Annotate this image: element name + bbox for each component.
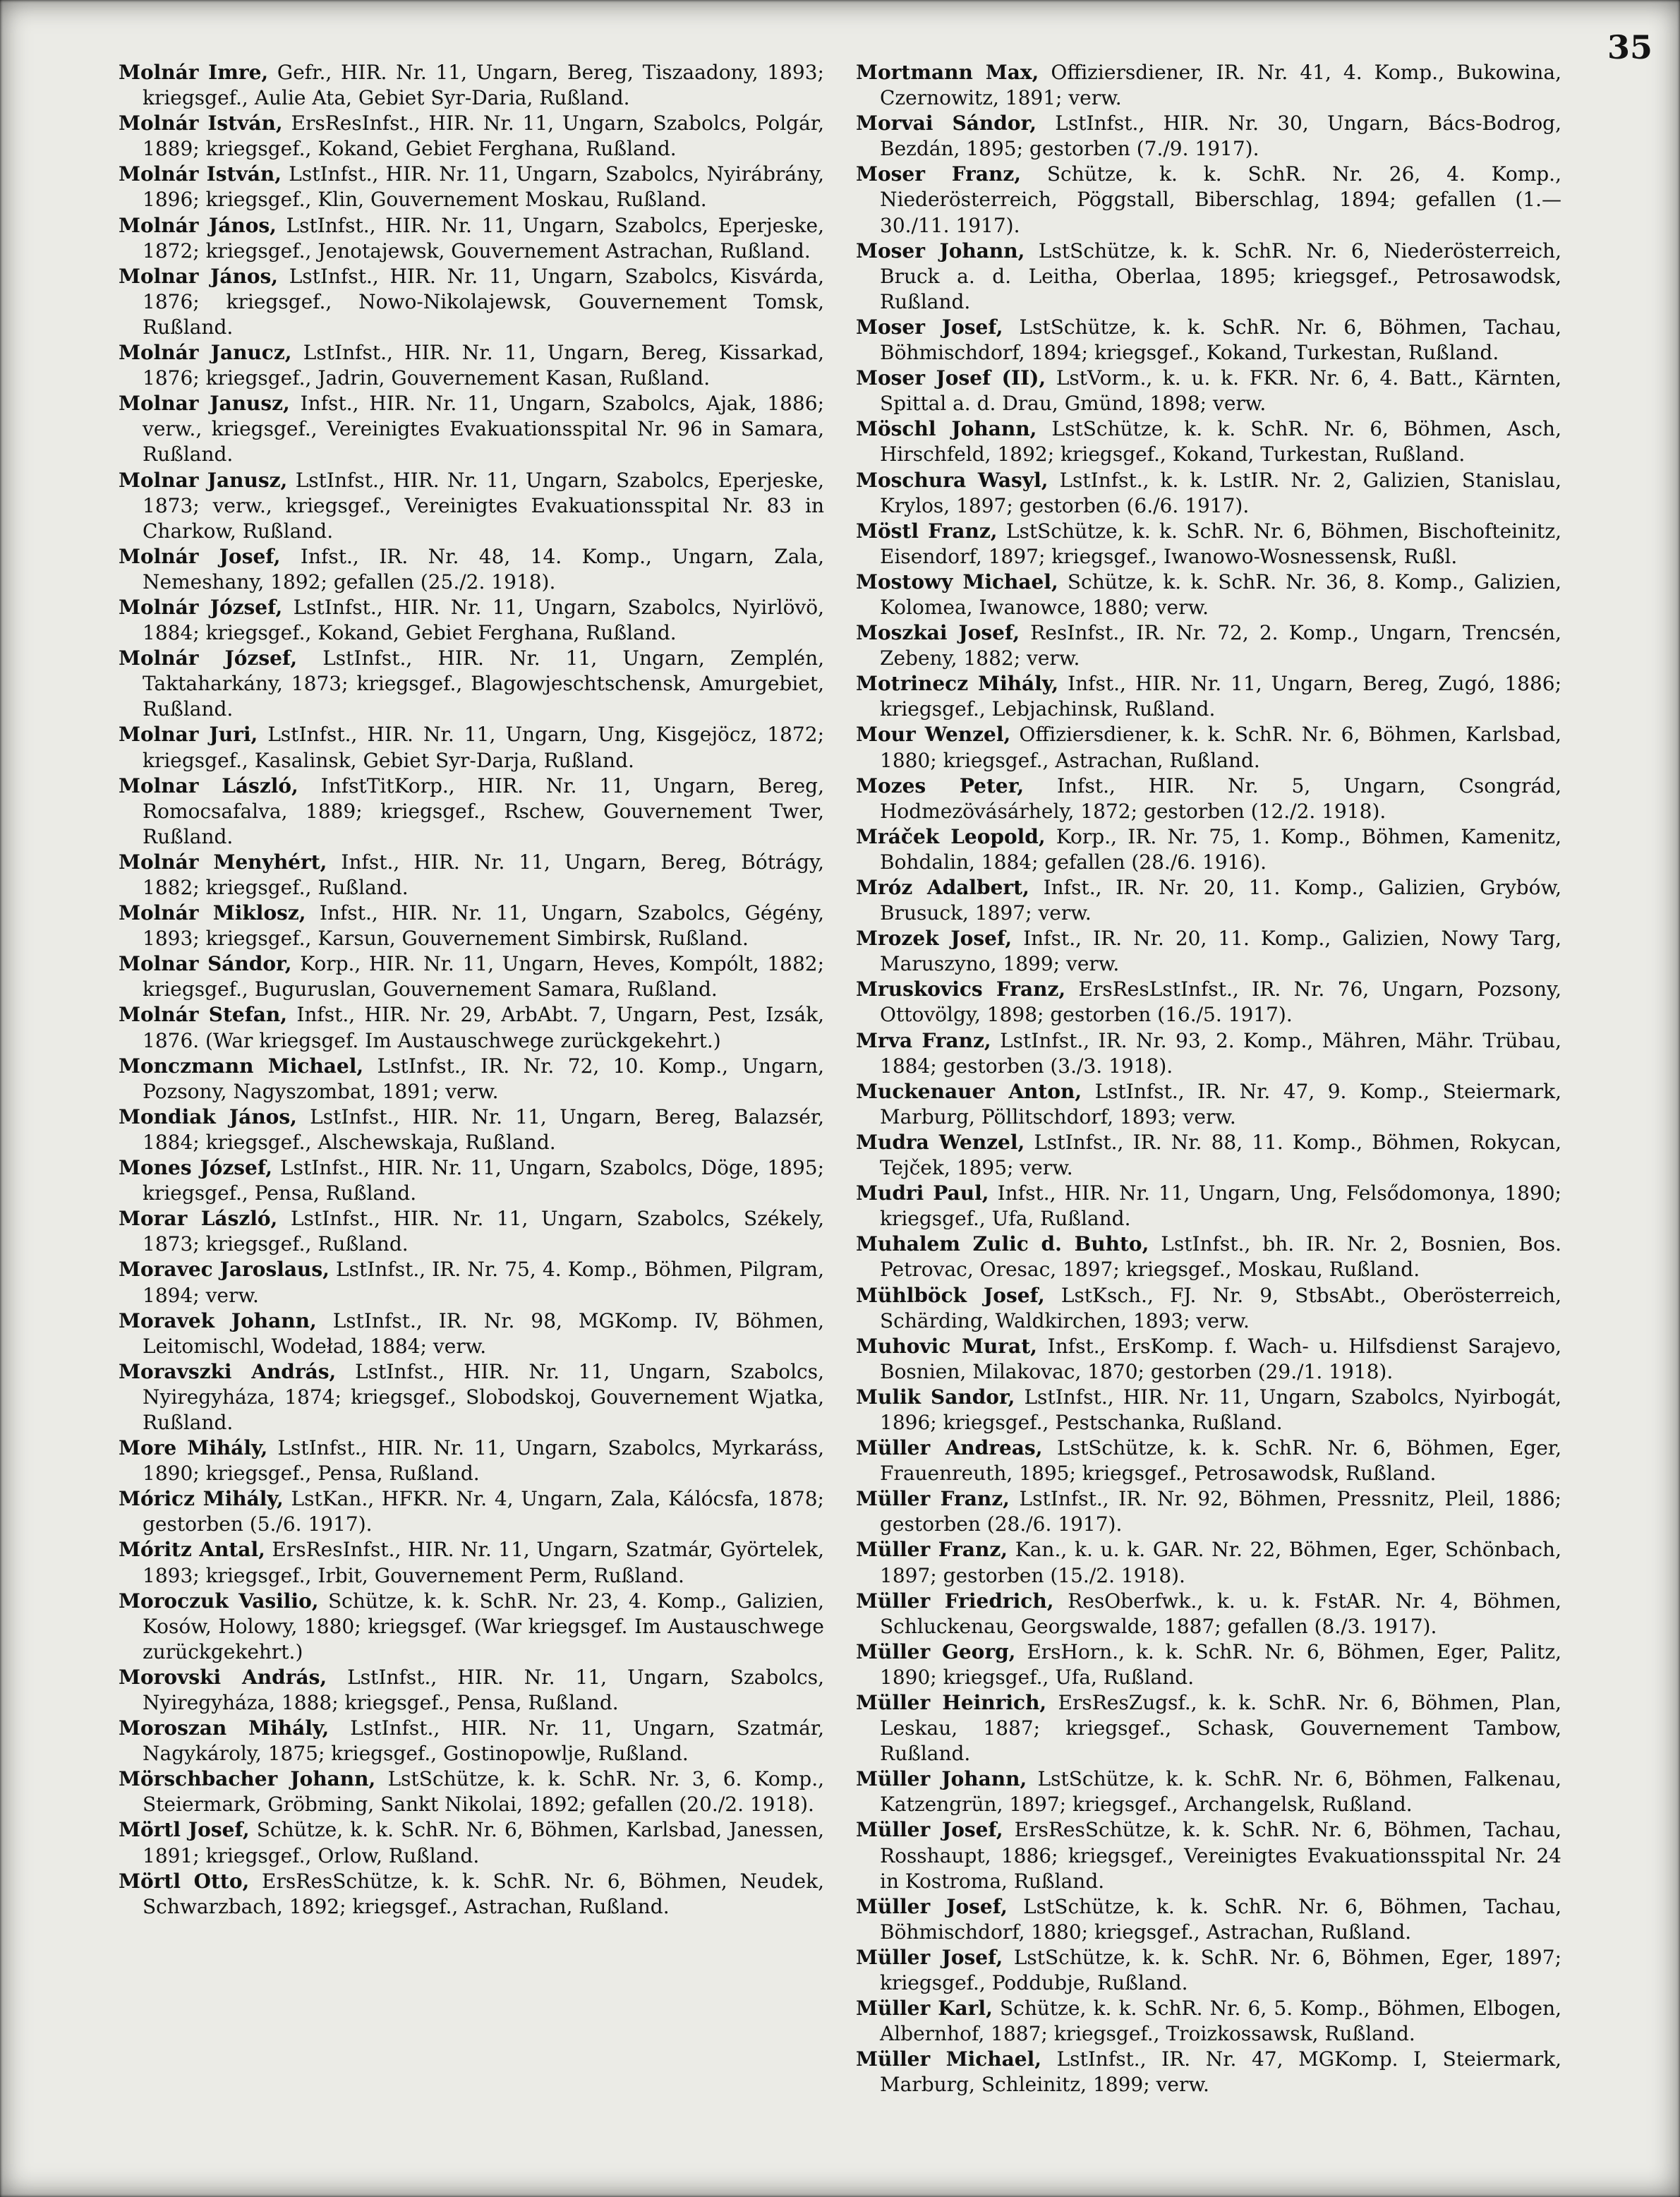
list-entry xyxy=(856,111,1561,162)
list-entry xyxy=(119,774,824,850)
entry-name: Mudri Paul, xyxy=(856,1181,989,1205)
list-entry xyxy=(119,1869,824,1920)
entry-name: Möschl Johann, xyxy=(856,417,1037,441)
list-entry xyxy=(119,60,824,111)
entry-details: LstInfst., HIR. Nr. 11, Ungarn, Szabolcs, Nyirbogát, 1896; kriegsgef., Pestschanka, Rußland. xyxy=(880,1385,1561,1434)
entry-details: LstSchütze, k. k. SchR. Nr. 6, Böhmen, Eger, 1897; kriegsgef., Poddubje, Rußland. xyxy=(880,1945,1561,1995)
entry-name: Morovski András, xyxy=(119,1665,327,1689)
entry-details: Korp., HIR. Nr. 11, Ungarn, Heves, Kompólt, 1882; kriegsgef., Buguruslan, Gouvernement Samara, Rußland. xyxy=(143,952,825,1001)
list-entry xyxy=(119,1435,824,1486)
entry-details: Schütze, k. k. SchR. Nr. 36, 8. Komp., Galizien, Kolomea, Iwanowce, 1880; verw. xyxy=(880,570,1561,619)
entry-details: Infst., IR. Nr. 20, 11. Komp., Galizien, Grybów, Brusuck, 1897; verw. xyxy=(880,876,1561,925)
entry-name: Mulik Sandor, xyxy=(856,1385,1015,1409)
entry-details: LstInfst., HIR. Nr. 11, Ungarn, Szabolcs, Nyiregyháza, 1888; kriegsgef., Pensa, Rußland. xyxy=(143,1665,825,1714)
entry-details: LstInfst., HIR. Nr. 11, Ungarn, Ung, Kisgejöcz, 1872; kriegsgef., Kasalinsk, Gebiet Syr-Darja, Rußland. xyxy=(143,723,824,772)
list-entry xyxy=(856,1690,1561,1766)
list-entry xyxy=(119,1589,824,1665)
list-entry xyxy=(856,1079,1561,1130)
entry-details: LstSchütze, k. k. SchR. Nr. 6, Böhmen, Falkenau, Katzengrün, 1897; kriegsgef., Archangelsk, Rußland. xyxy=(880,1767,1562,1817)
list-entry xyxy=(119,264,824,340)
list-entry xyxy=(856,1996,1561,2047)
entry-details: InfstTitKorp., HIR. Nr. 11, Ungarn, Bereg, Romocsafalva, 1889; kriegsgef., Rschew, Gouvernement Twer, Rußland. xyxy=(143,774,824,848)
list-entry xyxy=(119,1665,824,1716)
entry-name: Moravek Johann, xyxy=(119,1308,317,1332)
entry-name: Müller Franz, xyxy=(856,1487,1010,1511)
entry-name: Móricz Mihály, xyxy=(119,1487,284,1511)
entry-details: Infst., HIR. Nr. 11, Ungarn, Szabolcs, Ajak, 1886; verw., kriegsgef., Vereinigtes Evakuationsspital Nr. 96 in Samara, Rußland. xyxy=(143,392,824,467)
entry-details: LstSchütze, k. k. SchR. Nr. 6, Böhmen, Tachau, Böhmischdorf, 1894; kriegsgef., Kokand, Turkestan, Rußland. xyxy=(880,315,1561,365)
entry-name: Mörtl Josef, xyxy=(119,1818,250,1842)
list-entry xyxy=(119,1817,824,1868)
list-entry xyxy=(856,570,1561,620)
entry-details: LstInfst., IR. Nr. 72, 10. Komp., Ungarn, Pozsony, Nagyszombat, 1891; verw. xyxy=(143,1054,825,1103)
list-entry xyxy=(119,391,824,467)
list-entry xyxy=(856,416,1561,467)
list-entry xyxy=(856,1232,1561,1282)
list-entry xyxy=(856,519,1561,570)
list-entry xyxy=(119,595,824,646)
entry-details: Infst., HIR. Nr. 5, Ungarn, Csongrád, Hodmezövásárhely, 1872; gestorben (12./2. 1918). xyxy=(880,774,1561,823)
list-entry xyxy=(856,1028,1561,1079)
list-entry xyxy=(856,774,1561,824)
list-entry xyxy=(119,1155,824,1206)
list-entry xyxy=(856,1181,1561,1232)
entry-name: Molnár József, xyxy=(119,595,283,619)
entry-name: Müller Georg, xyxy=(856,1639,1016,1663)
entry-details: Infst., HIR. Nr. 29, ArbAbt. 7, Ungarn, Pest, Izsák, 1876. (War kriegsgef. Im Austauschwege zurückgekehrt.) xyxy=(143,1003,824,1052)
list-entry xyxy=(119,951,824,1002)
entry-name: Mondiak János, xyxy=(119,1104,297,1128)
entry-details: ErsResInfst., HIR. Nr. 11, Ungarn, Szabolcs, Polgár, 1889; kriegsgef., Kokand, Gebiet Ferghana, Rußland. xyxy=(143,112,824,161)
entry-name: Mones József, xyxy=(119,1156,273,1180)
entry-details: Kan., k. u. k. GAR. Nr. 22, Böhmen, Eger, Schönbach, 1897; gestorben (15./2. 1918). xyxy=(880,1538,1561,1587)
entry-details: LstSchütze, k. k. SchR. Nr. 6, Böhmen, Bischofteinitz, Eisendorf, 1897; kriegsgef., Iwanowo-Wosnessensk, Rußl. xyxy=(880,519,1561,568)
list-entry xyxy=(119,1308,824,1359)
entry-name: Mrva Franz, xyxy=(856,1028,991,1052)
entry-name: Molnár Janucz, xyxy=(119,341,292,365)
entry-details: Schütze, k. k. SchR. Nr. 26, 4. Komp., Niederösterreich, Pöggstall, Biberschlag, 1894; gefallen (1.—30./11. 1917). xyxy=(880,162,1561,237)
entry-details: LstInfst., k. k. LstIR. Nr. 2, Galizien, Stanislau, Krylos, 1897; gestorben (6./6. 1917). xyxy=(880,468,1561,517)
list-entry xyxy=(856,1130,1561,1181)
entry-name: Morvai Sándor, xyxy=(856,112,1037,136)
entry-name: Molnar Juri, xyxy=(119,723,258,747)
entry-name: Mruskovics Franz, xyxy=(856,977,1066,1001)
entry-name: Müller Michael, xyxy=(856,2047,1041,2071)
entry-details: LstInfst., bh. IR. Nr. 2, Bosnien, Bos. Petrovac, Oresac, 1897; kriegsgef., Moskau, Rußland. xyxy=(880,1232,1562,1282)
entry-name: Molnar János, xyxy=(119,264,279,288)
entry-name: Motrinecz Mihály, xyxy=(856,672,1059,696)
entry-details: ErsResInfst., HIR. Nr. 11, Ungarn, Szatmár, Györtelek, 1893; kriegsgef., Irbit, Gouvernement Perm, Rußland. xyxy=(143,1538,824,1587)
list-entry xyxy=(856,60,1561,111)
list-entry xyxy=(856,977,1561,1028)
list-entry xyxy=(119,722,824,773)
entry-details: ErsResSchütze, k. k. SchR. Nr. 6, Böhmen, Tachau, Rosshaupt, 1886; kriegsgef., Vereinigtes Evakuationsspital Nr. 24 in Kostroma, Rußland. xyxy=(880,1818,1561,1893)
list-entry xyxy=(856,366,1561,416)
entry-details: Schütze, k. k. SchR. Nr. 6, Böhmen, Karlsbad, Janessen, 1891; kriegsgef., Orlow, Rußland. xyxy=(143,1818,825,1867)
list-entry xyxy=(856,1435,1561,1486)
entry-details: LstInfst., IR. Nr. 75, 4. Komp., Böhmen, Pilgram, 1894; verw. xyxy=(143,1258,824,1307)
list-entry xyxy=(119,646,824,722)
entry-name: Molnár János, xyxy=(119,213,277,237)
entry-name: Molnár István, xyxy=(119,162,282,186)
entry-details: LstInfst., HIR. Nr. 11, Ungarn, Bereg, Balazsér, 1884; kriegsgef., Alschewskaja, Rußland. xyxy=(143,1104,824,1154)
list-entry xyxy=(119,1206,824,1257)
list-entry xyxy=(119,1766,824,1817)
entry-name: Molnár József, xyxy=(119,646,298,670)
list-entry xyxy=(856,1283,1561,1334)
entry-details: Infst., IR. Nr. 20, 11. Komp., Galizien, Nowy Targ, Maruszyno, 1899; verw. xyxy=(880,927,1562,976)
entry-details: LstInfst., IR. Nr. 47, MGKomp. I, Steiermark, Marburg, Schleinitz, 1899; verw. xyxy=(880,2047,1561,2097)
entry-details: ErsResSchütze, k. k. SchR. Nr. 6, Böhmen, Neudek, Schwarzbach, 1892; kriegsgef., Astrachan, Rußland. xyxy=(143,1869,824,1918)
list-entry xyxy=(856,1334,1561,1385)
entry-details: LstInfst., IR. Nr. 88, 11. Komp., Böhmen, Rokycan, Tejček, 1895; verw. xyxy=(880,1130,1561,1180)
entry-name: Monczmann Michael, xyxy=(119,1054,364,1078)
entry-name: Moravec Jaroslaus, xyxy=(119,1258,330,1282)
entry-name: Molnar Sándor, xyxy=(119,952,292,976)
entry-name: Muhovic Murat, xyxy=(856,1334,1037,1358)
page-number: 35 xyxy=(1607,28,1653,66)
entry-details: LstInfst., HIR. Nr. 11, Ungarn, Szabolcs, Eperjeske, 1873; verw., kriegsgef., Vereinigtes Evakuationsspital Nr. 83 in Charkow, Rußland. xyxy=(143,468,825,543)
list-entry xyxy=(856,824,1561,875)
entry-details: LstInfst., HIR. Nr. 11, Ungarn, Szabolcs, Nyiregyháza, 1874; kriegsgef., Slobodskoj, Gouvernement Wjatka, Rußland. xyxy=(143,1359,824,1434)
entry-details: Offiziersdiener, IR. Nr. 41, 4. Komp., Bukowina, Czernowitz, 1891; verw. xyxy=(880,61,1561,110)
entry-name: Moser Josef (II), xyxy=(856,366,1046,390)
entry-details: Infst., ErsKomp. f. Wach- u. Hilfsdienst Sarajevo, Bosnien, Milakovac, 1870; gestorben (29./1. 1918). xyxy=(880,1334,1562,1383)
entry-name: Mühlböck Josef, xyxy=(856,1283,1045,1307)
list-entry xyxy=(856,239,1561,315)
entry-details: LstInfst., HIR. Nr. 11, Ungarn, Zemplén, Taktaharkány, 1873; kriegsgef., Blagowjeschtschensk, Amurgebiet, Rußland. xyxy=(143,646,825,721)
entry-details: Schütze, k. k. SchR. Nr. 23, 4. Komp., Galizien, Kosów, Holowy, 1880; kriegsgef. (War kriegsgef. Im Austauschwege zurückgekehrt.) xyxy=(143,1589,824,1663)
entry-name: Mour Wenzel, xyxy=(856,723,1011,747)
list-entry xyxy=(856,1537,1561,1588)
entry-name: Moroszan Mihály, xyxy=(119,1716,330,1740)
entry-name: Müller Johann, xyxy=(856,1767,1027,1791)
list-entry xyxy=(119,162,824,212)
entry-details: LstInfst., HIR. Nr. 11, Ungarn, Szabolcs, Eperjeske, 1872; kriegsgef., Jenotajewsk, Gouvernement Astrachan, Rußland. xyxy=(143,213,824,263)
entry-details: ErsHorn., k. k. SchR. Nr. 6, Böhmen, Eger, Palitz, 1890; kriegsgef., Ufa, Rußland. xyxy=(880,1639,1561,1689)
list-entry xyxy=(119,1716,824,1766)
entry-name: Moroczuk Vasilio, xyxy=(119,1589,319,1613)
entry-name: Moschura Wasyl, xyxy=(856,468,1049,492)
list-entry xyxy=(856,1385,1561,1435)
entry-name: Muhalem Zulic d. Buhto, xyxy=(856,1232,1149,1256)
entry-name: Moravszki András, xyxy=(119,1359,337,1383)
entry-name: Müller Josef, xyxy=(856,1894,1008,1918)
list-entry xyxy=(119,340,824,391)
list-entry xyxy=(119,901,824,951)
list-entry xyxy=(856,926,1561,977)
entry-name: More Mihály, xyxy=(119,1436,268,1460)
list-entry xyxy=(856,1817,1561,1894)
entry-details: ErsResLstInfst., IR. Nr. 76, Ungarn, Pozsony, Ottovölgy, 1898; gestorben (16./5. 1917). xyxy=(880,977,1562,1027)
entry-details: LstInfst., IR. Nr. 93, 2. Komp., Mähren, Mähr. Trübau, 1884; gestorben (3./3. 1918). xyxy=(880,1028,1561,1078)
entry-details: Gefr., HIR. Nr. 11, Ungarn, Bereg, Tiszaadony, 1893; kriegsgef., Aulie Ata, Gebiet Syr-Daria, Rußland. xyxy=(143,61,824,110)
entry-details: Infst., HIR. Nr. 11, Ungarn, Bereg, Bótrágy, 1882; kriegsgef., Rußland. xyxy=(143,850,824,899)
list-entry xyxy=(856,1589,1561,1639)
entry-name: Mrozek Josef, xyxy=(856,927,1013,951)
list-entry xyxy=(856,315,1561,366)
entry-name: Müller Karl, xyxy=(856,1997,993,2021)
entry-name: Mozes Peter, xyxy=(856,774,1025,797)
entry-details: Offiziersdiener, k. k. SchR. Nr. 6, Böhmen, Karlsbad, 1880; kriegsgef., Astrachan, Rußland. xyxy=(880,723,1561,772)
entry-name: Müller Heinrich, xyxy=(856,1691,1047,1714)
entry-details: LstInfst., HIR. Nr. 30, Ungarn, Bács-Bodrog, Bezdán, 1895; gestorben (7./9. 1917). xyxy=(880,112,1562,161)
entry-name: Mostowy Michael, xyxy=(856,570,1058,594)
entry-details: LstKan., HFKR. Nr. 4, Ungarn, Zala, Kálócsfa, 1878; gestorben (5./6. 1917). xyxy=(143,1487,824,1536)
entry-details: LstInfst., HIR. Nr. 11, Ungarn, Szabolcs, Nyirlövö, 1884; kriegsgef., Kokand, Gebiet Ferghana, Rußland. xyxy=(143,595,825,645)
entry-name: Moser Josef, xyxy=(856,315,1003,339)
entry-details: LstInfst., HIR. Nr. 11, Ungarn, Szabolcs, Kisvárda, 1876; kriegsgef., Nowo-Nikolajewsk, Gouvernement Tomsk, Rußland. xyxy=(143,264,825,339)
entry-details: LstInfst., IR. Nr. 98, MGKomp. IV, Böhmen, Leitomischl, Wodeład, 1884; verw. xyxy=(143,1308,824,1358)
list-entry xyxy=(856,671,1561,722)
entry-name: Moser Johann, xyxy=(856,239,1025,263)
entry-details: Infst., IR. Nr. 48, 14. Komp., Ungarn, Zala, Nemeshany, 1892; gefallen (25./2. 1918). xyxy=(143,544,824,594)
entry-name: Mörtl Otto, xyxy=(119,1869,250,1893)
entry-details: LstSchütze, k. k. SchR. Nr. 6, Böhmen, Eger, Frauenreuth, 1895; kriegsgef., Petrosawodsk, Rußland. xyxy=(880,1436,1561,1486)
entry-details: Korp., IR. Nr. 75, 1. Komp., Böhmen, Kamenitz, Bohdalin, 1884; gefallen (28./6. 1916). xyxy=(880,824,1561,874)
list-entry xyxy=(119,1359,824,1435)
entry-details: LstSchütze, k. k. SchR. Nr. 6, Niederösterreich, Bruck a. d. Leitha, Oberlaa, 1895; kriegsgef., Petrosawodsk, Rußland. xyxy=(880,239,1561,313)
entry-name: Müller Josef, xyxy=(856,1818,1003,1842)
entry-details: Infst., HIR. Nr. 11, Ungarn, Ung, Felsődomonya, 1890; kriegsgef., Ufa, Rußland. xyxy=(880,1181,1561,1231)
entry-details: LstInfst., HIR. Nr. 11, Ungarn, Szabolcs, Székely, 1873; kriegsgef., Rußland. xyxy=(143,1207,824,1256)
list-entry xyxy=(119,1104,824,1155)
entry-name: Móritz Antal, xyxy=(119,1538,265,1562)
list-entry xyxy=(856,1945,1561,1996)
list-entry xyxy=(119,850,824,901)
entry-details: ErsResZugsf., k. k. SchR. Nr. 6, Böhmen, Plan, Leskau, 1887; kriegsgef., Schask, Gouvernement Tambow, Rußland. xyxy=(880,1691,1562,1766)
list-entry xyxy=(856,620,1561,671)
list-entry xyxy=(119,544,824,595)
entry-name: Molnár Imre, xyxy=(119,61,269,84)
entry-details: LstSchütze, k. k. SchR. Nr. 3, 6. Komp., Steiermark, Gröbming, Sankt Nikolai, 1892; gefallen (20./2. 1918). xyxy=(143,1767,824,1817)
entry-name: Morar László, xyxy=(119,1207,278,1231)
entry-details: LstKsch., FJ. Nr. 9, StbsAbt., Oberösterreich, Schärding, Waldkirchen, 1893; verw. xyxy=(880,1283,1561,1332)
entry-name: Möstl Franz, xyxy=(856,519,998,543)
entry-name: Muckenauer Anton, xyxy=(856,1079,1082,1103)
entry-name: Molnar Janusz, xyxy=(119,392,290,416)
entry-name: Mráček Leopold, xyxy=(856,824,1046,848)
entry-name: Molnár Miklosz, xyxy=(119,901,306,925)
list-entry xyxy=(119,468,824,544)
entry-details: ResInfst., IR. Nr. 72, 2. Komp., Ungarn, Trencsén, Zebeny, 1882; verw. xyxy=(880,621,1561,670)
entry-name: Moser Franz, xyxy=(856,162,1021,186)
entry-name: Mudra Wenzel, xyxy=(856,1130,1025,1154)
list-entry xyxy=(856,1766,1561,1817)
entry-name: Molnar Janusz, xyxy=(119,468,288,492)
entry-name: Müller Josef, xyxy=(856,1945,1003,1969)
entry-details: ResOberfwk., k. u. k. FstAR. Nr. 4, Böhmen, Schluckenau, Georgswalde, 1887; gefallen (8./3. 1917). xyxy=(880,1589,1561,1638)
list-entry xyxy=(119,213,824,264)
list-entry xyxy=(856,468,1561,519)
list-entry xyxy=(856,1486,1561,1537)
column-right xyxy=(856,60,1561,2098)
list-entry xyxy=(119,1537,824,1588)
entry-name: Moszkai Josef, xyxy=(856,621,1020,645)
entry-name: Müller Franz, xyxy=(856,1538,1008,1562)
list-entry xyxy=(856,875,1561,926)
list-entry xyxy=(856,1894,1561,1945)
list-entry xyxy=(119,1257,824,1308)
list-entry xyxy=(119,1486,824,1537)
list-entry xyxy=(856,1639,1561,1690)
entry-name: Müller Andreas, xyxy=(856,1436,1043,1460)
entry-details: LstInfst., HIR. Nr. 11, Ungarn, Szabolcs, Myrkaráss, 1890; kriegsgef., Pensa, Rußland. xyxy=(143,1436,825,1486)
entry-name: Mróz Adalbert, xyxy=(856,876,1029,899)
entry-details: LstVorm., k. u. k. FKR. Nr. 6, 4. Batt., Kärnten, Spittal a. d. Drau, Gmünd, 1898; verw. xyxy=(880,366,1561,416)
list-entry xyxy=(856,722,1561,773)
list-entry xyxy=(119,1054,824,1104)
entry-details: Infst., HIR. Nr. 11, Ungarn, Bereg, Zugó, 1886; kriegsgef., Lebjachinsk, Rußland. xyxy=(880,672,1562,721)
entry-name: Mörschbacher Johann, xyxy=(119,1767,376,1791)
list-entry xyxy=(119,111,824,162)
column-left xyxy=(119,60,824,1920)
entry-name: Molnar László, xyxy=(119,774,298,797)
entry-details: LstSchütze, k. k. SchR. Nr. 6, Böhmen, Asch, Hirschfeld, 1892; kriegsgef., Kokand, Turkestan, Rußland. xyxy=(880,417,1561,467)
entry-details: Schütze, k. k. SchR. Nr. 6, 5. Komp., Böhmen, Elbogen, Albernhof, 1887; kriegsgef., Troizkossawsk, Rußland. xyxy=(880,1997,1562,2046)
entry-details: LstInfst., HIR. Nr. 11, Ungarn, Szabolcs, Nyirábrány, 1896; kriegsgef., Klin, Gouvernement Moskau, Rußland. xyxy=(143,162,824,212)
entry-details: LstInfst., HIR. Nr. 11, Ungarn, Bereg, Kissarkad, 1876; kriegsgef., Jadrin, Gouvernement Kasan, Rußland. xyxy=(143,341,824,390)
entry-name: Molnár Josef, xyxy=(119,544,281,568)
list-entry xyxy=(856,162,1561,238)
entry-name: Müller Friedrich, xyxy=(856,1589,1054,1613)
entry-details: LstSchütze, k. k. SchR. Nr. 6, Böhmen, Tachau, Böhmischdorf, 1880; kriegsgef., Astrachan, Rußland. xyxy=(880,1894,1561,1944)
list-entry xyxy=(119,1002,824,1053)
entry-details: Infst., HIR. Nr. 11, Ungarn, Szabolcs, Gégény, 1893; kriegsgef., Karsun, Gouvernement Simbirsk, Rußland. xyxy=(143,901,825,951)
entry-name: Molnár Menyhért, xyxy=(119,850,327,874)
list-entry xyxy=(856,2047,1561,2097)
entry-name: Molnár István, xyxy=(119,112,283,136)
entry-name: Mortmann Max, xyxy=(856,61,1039,84)
entry-details: LstInfst., IR. Nr. 92, Böhmen, Pressnitz, Pleil, 1886; gestorben (28./6. 1917). xyxy=(880,1487,1561,1536)
entry-details: LstInfst., HIR. Nr. 11, Ungarn, Szabolcs, Döge, 1895; kriegsgef., Pensa, Rußland. xyxy=(143,1156,825,1205)
entry-details: LstInfst., IR. Nr. 47, 9. Komp., Steiermark, Marburg, Pöllitschdorf, 1893; verw. xyxy=(880,1079,1561,1128)
entry-details: LstInfst., HIR. Nr. 11, Ungarn, Szatmár, Nagykároly, 1875; kriegsgef., Gostinopowlje, Rußland. xyxy=(143,1716,824,1766)
entry-name: Molnár Stefan, xyxy=(119,1003,287,1027)
